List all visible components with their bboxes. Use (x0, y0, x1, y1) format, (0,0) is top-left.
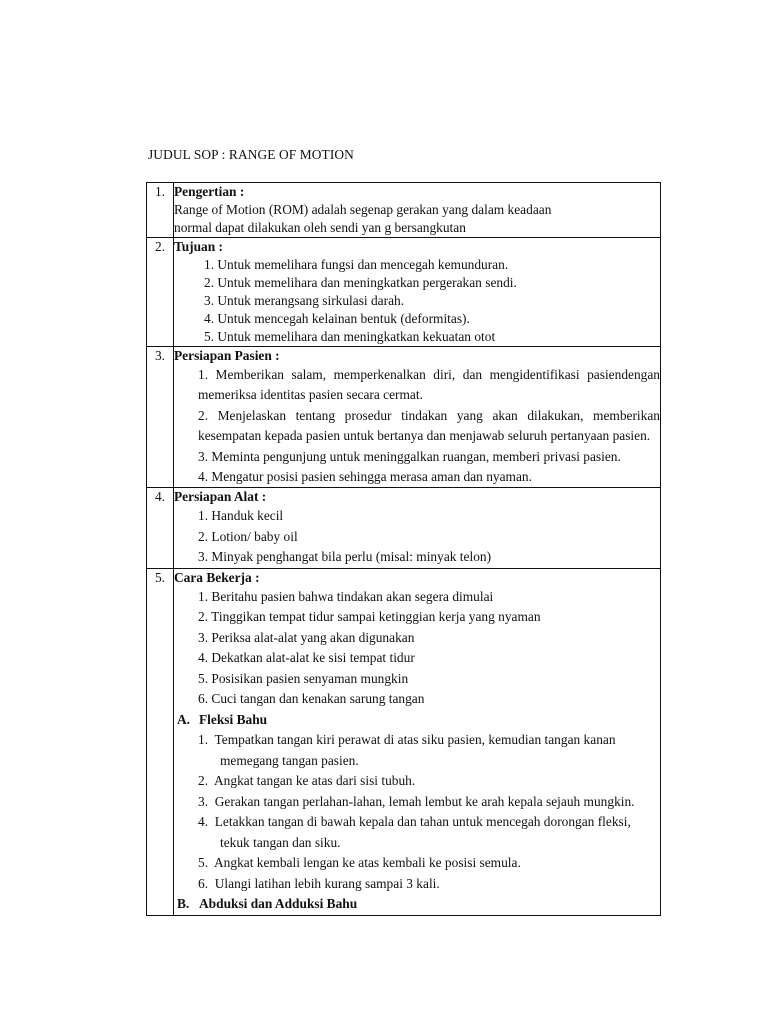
section-heading (174, 894, 660, 915)
list-item (174, 853, 660, 874)
item-number: 2. (198, 773, 209, 789)
sop-table (146, 182, 661, 916)
section-title: Abduksi dan Adduksi Bahu (199, 896, 358, 912)
list-item: 6. Cuci tangan dan kenakan sarung tangan (198, 691, 425, 707)
item-text: Ulangi latihan lebih kurang sampai 3 kali. (214, 875, 440, 891)
procedure-list (174, 587, 660, 710)
list-item: 3. Periksa alat-alat yang akan digunakan (198, 629, 415, 645)
list-item: 2. Untuk memelihara dan meningkatkan pergerakan sendi. (204, 275, 517, 290)
row-heading: Pengertian : (174, 184, 245, 199)
item-text: Letakkan tangan di bawah kepala dan tahan untuk mencegah dorongan fleksi, tekuk tangan dan siku. (214, 814, 631, 850)
item-number: 6. (198, 875, 209, 891)
goals-list (174, 256, 660, 346)
row-pengertian (147, 183, 661, 238)
list-item (174, 792, 660, 813)
item-text: Angkat kembali lengan ke atas kembali ke posisi semula. (214, 855, 521, 871)
row-number: 2. (147, 238, 174, 347)
row-heading: Tujuan : (174, 239, 224, 254)
row-heading: Cara Bekerja : (174, 569, 260, 585)
list-item: 1. Handuk kecil (198, 508, 284, 524)
list-item: 5. Untuk memelihara dan meningkatkan kekuatan otot (204, 329, 496, 344)
section-title: Fleksi Bahu (199, 711, 268, 727)
equipment-list (174, 506, 660, 568)
list-item: 2. Tinggikan tempat tidur sampai ketinggian kerja yang nyaman (198, 609, 541, 625)
list-item: 3. Minyak penghangat bila perlu (misal: minyak telon) (198, 549, 492, 565)
list-item: 3. Meminta pengunjung untuk meninggalkan ruangan, memberi privasi pasien. (198, 448, 621, 464)
item-text: Gerakan tangan perlahan-lahan, lemah lembut ke arah kepala sejauh mungkin. (214, 793, 635, 809)
sop-title: JUDUL SOP : RANGE OF MOTION (148, 147, 354, 162)
section-letter: B. (177, 896, 190, 912)
list-item: 2. Menjelaskan tentang prosedur tindakan yang akan dilakukan, memberikan kesempatan kepada pasien untuk bertanya dan menjawab seluruh pertanyaan pasien. (198, 407, 660, 444)
item-number: 3. (198, 793, 209, 809)
shoulder-flexion-list (174, 730, 660, 894)
list-item: 5. Posisikan pasien senyaman mungkin (198, 670, 409, 686)
list-item (174, 812, 660, 853)
list-item: 2. Lotion/ baby oil (198, 528, 298, 544)
row-number: 1. (147, 183, 174, 238)
row-heading: Persiapan Alat : (174, 489, 267, 505)
definition-line: Range of Motion (ROM) adalah segenap gerakan yang dalam keadaan (174, 202, 552, 217)
section-letter: A. (177, 711, 191, 727)
definition-line: normal dapat dilakukan oleh sendi yan g bersangkutan (174, 220, 466, 235)
list-item: 4. Mengatur posisi pasien sehingga merasa aman dan nyaman. (198, 469, 532, 485)
patient-prep-list (174, 365, 660, 487)
row-heading: Persiapan Pasien : (174, 348, 280, 363)
item-text: Tempatkan tangan kiri perawat di atas siku pasien, kemudian tangan kanan memegang tangan pasien. (214, 732, 616, 768)
list-item: 4. Untuk mencegah kelainan bentuk (deformitas). (204, 311, 470, 326)
list-item (174, 874, 660, 895)
item-number: 5. (198, 855, 209, 871)
row-number: 3. (147, 347, 174, 488)
row-persiapan-pasien (147, 347, 661, 488)
section-heading (174, 710, 660, 731)
item-number: 1. (198, 732, 209, 748)
list-item: 3. Untuk merangsang sirkulasi darah. (204, 293, 405, 308)
row-number: 5. (147, 568, 174, 915)
row-tujuan (147, 238, 661, 347)
list-item: 1. Memberikan salam, memperkenalkan diri, dan mengidentifikasi pasiendengan memeriksa identitas pasien secara cermat. (198, 367, 660, 403)
list-item: 1. Beritahu pasien bahwa tindakan akan segera dimulai (198, 588, 494, 604)
row-cara-bekerja (147, 568, 661, 915)
list-item (174, 771, 660, 792)
item-number: 4. (198, 814, 209, 830)
row-number: 4. (147, 488, 174, 569)
row-persiapan-alat (147, 488, 661, 569)
list-item (174, 730, 660, 771)
item-text: Angkat tangan ke atas dari sisi tubuh. (214, 773, 416, 789)
list-item: 1. Untuk memelihara fungsi dan mencegah kemunduran. (204, 257, 509, 272)
list-item: 4. Dekatkan alat-alat ke sisi tempat tidur (198, 650, 415, 666)
